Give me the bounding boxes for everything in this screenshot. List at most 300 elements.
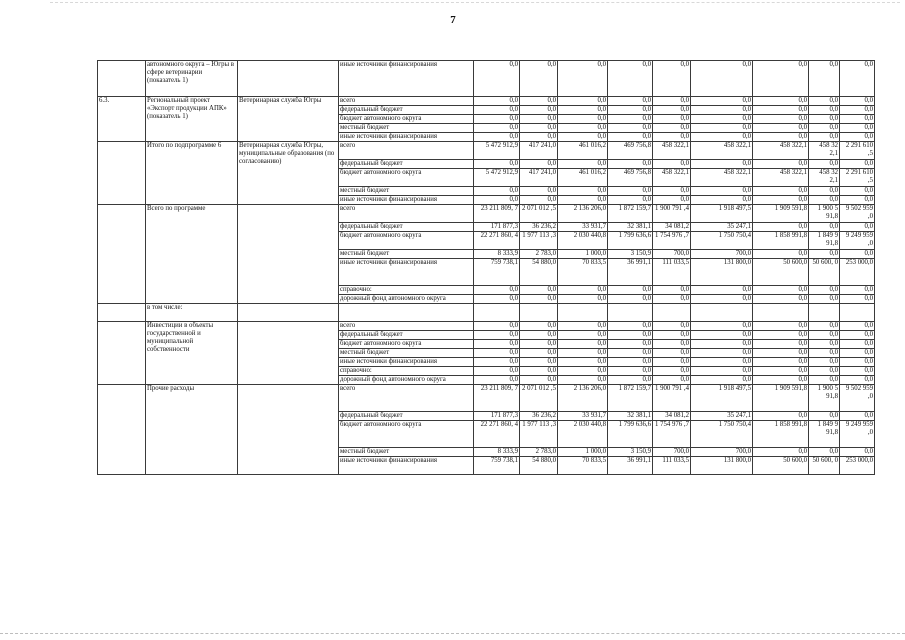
value-cell: 0,0 bbox=[840, 286, 875, 295]
value-cell: 23 211 809, 7 bbox=[474, 205, 520, 223]
value-cell: 0,0 bbox=[691, 160, 753, 169]
funding-source-cell: всего bbox=[339, 205, 474, 223]
funding-source-cell: бюджет автономного округа bbox=[339, 169, 474, 187]
value-cell: 253 000,0 bbox=[840, 259, 875, 286]
item-name-cell: Всего по программе bbox=[146, 205, 238, 304]
table-row bbox=[98, 322, 875, 331]
page-number: 7 bbox=[450, 14, 456, 26]
funding-source-cell: всего bbox=[339, 97, 474, 106]
value-cell: 0,0 bbox=[840, 133, 875, 142]
value-cell: 0,0 bbox=[691, 115, 753, 124]
value-cell: 0,0 bbox=[653, 160, 691, 169]
value-cell: 3 150,9 bbox=[608, 250, 653, 259]
value-cell: 1 799 636,6 bbox=[608, 232, 653, 250]
value-cell: 0,0 bbox=[809, 133, 840, 142]
value-cell: 0,0 bbox=[653, 376, 691, 385]
value-cell: 111 033,5 bbox=[653, 457, 691, 475]
funding-source-cell: всего bbox=[339, 322, 474, 331]
value-cell: 0,0 bbox=[474, 367, 520, 376]
value-cell: 5 472 912,9 bbox=[474, 169, 520, 187]
funding-source-cell: местный бюджет bbox=[339, 349, 474, 358]
item-name-cell: в том числе: bbox=[146, 304, 238, 322]
value-cell: 8 333,9 bbox=[474, 448, 520, 457]
value-cell: 1 849 9 91,8 bbox=[809, 232, 840, 250]
value-cell: 36 236,2 bbox=[520, 412, 558, 421]
table-row bbox=[98, 97, 875, 106]
value-cell: 1 909 591,8 bbox=[753, 385, 809, 412]
executor-cell bbox=[238, 61, 339, 97]
value-cell: 0,0 bbox=[474, 196, 520, 205]
table-row bbox=[98, 304, 875, 322]
value-cell: 0,0 bbox=[840, 223, 875, 232]
value-cell: 0,0 bbox=[809, 349, 840, 358]
value-cell: 1 754 976 ,7 bbox=[653, 232, 691, 250]
table-row bbox=[98, 205, 875, 223]
value-cell bbox=[809, 304, 840, 322]
value-cell: 9 502 959 ,0 bbox=[840, 385, 875, 412]
value-cell: 1 918 497,5 bbox=[691, 385, 753, 412]
value-cell: 0,0 bbox=[840, 448, 875, 457]
value-cell: 0,0 bbox=[474, 187, 520, 196]
value-cell: 0,0 bbox=[558, 61, 608, 97]
value-cell: 0,0 bbox=[840, 250, 875, 259]
funding-source-cell: местный бюджет bbox=[339, 187, 474, 196]
value-cell: 0,0 bbox=[520, 340, 558, 349]
value-cell: 0,0 bbox=[840, 331, 875, 340]
value-cell: 0,0 bbox=[691, 358, 753, 367]
value-cell: 50 600, 0 bbox=[809, 259, 840, 286]
value-cell: 0,0 bbox=[520, 376, 558, 385]
value-cell: 0,0 bbox=[558, 196, 608, 205]
funding-source-cell: всего bbox=[339, 385, 474, 412]
value-cell: 9 502 959 ,0 bbox=[840, 205, 875, 223]
value-cell: 0,0 bbox=[474, 106, 520, 115]
value-cell: 0,0 bbox=[558, 115, 608, 124]
value-cell: 0,0 bbox=[691, 106, 753, 115]
value-cell: 759 738,1 bbox=[474, 457, 520, 475]
value-cell: 0,0 bbox=[608, 160, 653, 169]
value-cell: 2 071 012 ,5 bbox=[520, 205, 558, 223]
value-cell: 0,0 bbox=[653, 340, 691, 349]
value-cell: 2 030 440,8 bbox=[558, 232, 608, 250]
value-cell: 0,0 bbox=[653, 295, 691, 304]
value-cell: 0,0 bbox=[474, 376, 520, 385]
funding-source-cell: федеральный бюджет bbox=[339, 160, 474, 169]
funding-source-cell: дорожный фонд автономного округа bbox=[339, 376, 474, 385]
funding-table bbox=[97, 60, 875, 475]
executor-cell bbox=[238, 304, 339, 322]
funding-source-cell: федеральный бюджет bbox=[339, 106, 474, 115]
value-cell: 171 877,3 bbox=[474, 223, 520, 232]
value-cell: 35 247,1 bbox=[691, 223, 753, 232]
value-cell: 0,0 bbox=[653, 61, 691, 97]
value-cell: 458 322,1 bbox=[691, 142, 753, 160]
value-cell: 1 754 976 ,7 bbox=[653, 421, 691, 448]
value-cell: 0,0 bbox=[753, 286, 809, 295]
value-cell: 2 071 012 ,5 bbox=[520, 385, 558, 412]
value-cell: 0,0 bbox=[520, 196, 558, 205]
value-cell: 469 756,8 bbox=[608, 142, 653, 160]
value-cell: 0,0 bbox=[753, 331, 809, 340]
value-cell: 0,0 bbox=[520, 367, 558, 376]
value-cell: 0,0 bbox=[840, 97, 875, 106]
value-cell: 0,0 bbox=[520, 115, 558, 124]
funding-source-cell: местный бюджет bbox=[339, 250, 474, 259]
value-cell: 0,0 bbox=[753, 133, 809, 142]
funding-source-cell: иные источники финансирования bbox=[339, 61, 474, 97]
executor-cell bbox=[238, 385, 339, 475]
executor-cell: Ветеринарная служба Югры, муниципальные образования (по согласованию) bbox=[238, 142, 339, 205]
value-cell: 1 900 5 91,8 bbox=[809, 205, 840, 223]
value-cell: 0,0 bbox=[558, 124, 608, 133]
value-cell: 0,0 bbox=[809, 187, 840, 196]
value-cell: 0,0 bbox=[653, 187, 691, 196]
value-cell: 0,0 bbox=[608, 331, 653, 340]
value-cell: 0,0 bbox=[653, 133, 691, 142]
value-cell: 0,0 bbox=[474, 286, 520, 295]
value-cell: 35 247,1 bbox=[691, 412, 753, 421]
value-cell: 0,0 bbox=[520, 133, 558, 142]
value-cell: 0,0 bbox=[608, 115, 653, 124]
value-cell: 0,0 bbox=[474, 133, 520, 142]
value-cell: 0,0 bbox=[558, 295, 608, 304]
value-cell: 0,0 bbox=[653, 286, 691, 295]
item-name-cell: Региональный проект «Экспорт продукции АПК» (показатель 1) bbox=[146, 97, 238, 142]
value-cell: 36 991,1 bbox=[608, 259, 653, 286]
value-cell: 0,0 bbox=[840, 115, 875, 124]
value-cell: 0,0 bbox=[653, 367, 691, 376]
value-cell: 0,0 bbox=[840, 376, 875, 385]
value-cell: 0,0 bbox=[653, 106, 691, 115]
value-cell: 0,0 bbox=[608, 61, 653, 97]
item-number-cell bbox=[98, 322, 146, 385]
value-cell: 70 833,5 bbox=[558, 259, 608, 286]
value-cell: 0,0 bbox=[608, 196, 653, 205]
value-cell: 417 241,0 bbox=[520, 169, 558, 187]
value-cell: 0,0 bbox=[840, 160, 875, 169]
value-cell: 461 016,2 bbox=[558, 142, 608, 160]
value-cell: 0,0 bbox=[753, 97, 809, 106]
funding-source-cell: всего bbox=[339, 142, 474, 160]
value-cell: 0,0 bbox=[608, 124, 653, 133]
value-cell: 0,0 bbox=[474, 340, 520, 349]
value-cell: 0,0 bbox=[558, 106, 608, 115]
value-cell: 2 783,0 bbox=[520, 448, 558, 457]
value-cell: 0,0 bbox=[558, 331, 608, 340]
value-cell: 0,0 bbox=[691, 340, 753, 349]
value-cell: 36 236,2 bbox=[520, 223, 558, 232]
value-cell: 0,0 bbox=[474, 97, 520, 106]
value-cell: 0,0 bbox=[809, 358, 840, 367]
value-cell: 0,0 bbox=[520, 331, 558, 340]
value-cell: 253 000,0 bbox=[840, 457, 875, 475]
value-cell: 131 800,0 bbox=[691, 259, 753, 286]
value-cell: 0,0 bbox=[474, 331, 520, 340]
funding-table-body bbox=[98, 61, 875, 475]
value-cell bbox=[608, 304, 653, 322]
value-cell: 700,0 bbox=[653, 448, 691, 457]
value-cell: 0,0 bbox=[753, 412, 809, 421]
value-cell: 0,0 bbox=[653, 358, 691, 367]
value-cell: 0,0 bbox=[753, 115, 809, 124]
item-number-cell bbox=[98, 304, 146, 322]
value-cell: 1 900 5 91,8 bbox=[809, 385, 840, 412]
value-cell: 0,0 bbox=[558, 286, 608, 295]
value-cell: 1 909 591,8 bbox=[753, 205, 809, 223]
value-cell: 34 081,2 bbox=[653, 412, 691, 421]
value-cell: 0,0 bbox=[753, 322, 809, 331]
funding-source-cell: бюджет автономного округа bbox=[339, 115, 474, 124]
value-cell: 2 030 440,8 bbox=[558, 421, 608, 448]
value-cell bbox=[474, 304, 520, 322]
value-cell: 0,0 bbox=[691, 322, 753, 331]
value-cell: 0,0 bbox=[608, 187, 653, 196]
value-cell: 0,0 bbox=[809, 196, 840, 205]
value-cell: 0,0 bbox=[753, 223, 809, 232]
value-cell: 0,0 bbox=[653, 115, 691, 124]
value-cell: 1 872 159,7 bbox=[608, 205, 653, 223]
funding-source-cell: местный бюджет bbox=[339, 124, 474, 133]
value-cell: 700,0 bbox=[691, 448, 753, 457]
value-cell: 0,0 bbox=[809, 340, 840, 349]
value-cell: 0,0 bbox=[840, 340, 875, 349]
value-cell: 0,0 bbox=[520, 61, 558, 97]
value-cell: 0,0 bbox=[691, 349, 753, 358]
value-cell: 0,0 bbox=[474, 61, 520, 97]
funding-source-cell: иные источники финансирования bbox=[339, 457, 474, 475]
value-cell: 0,0 bbox=[653, 124, 691, 133]
funding-source-cell: иные источники финансирования bbox=[339, 358, 474, 367]
value-cell: 0,0 bbox=[608, 358, 653, 367]
value-cell: 0,0 bbox=[558, 367, 608, 376]
value-cell: 111 033,5 bbox=[653, 259, 691, 286]
value-cell: 0,0 bbox=[809, 295, 840, 304]
item-number-cell bbox=[98, 205, 146, 304]
value-cell: 1 900 791 ,4 bbox=[653, 205, 691, 223]
value-cell: 2 291 610 ,5 bbox=[840, 169, 875, 187]
value-cell: 0,0 bbox=[520, 124, 558, 133]
value-cell: 33 931,7 bbox=[558, 223, 608, 232]
item-name-cell: Прочие расходы bbox=[146, 385, 238, 475]
funding-source-cell: бюджет автономного округа bbox=[339, 340, 474, 349]
value-cell: 0,0 bbox=[691, 295, 753, 304]
value-cell bbox=[558, 304, 608, 322]
value-cell: 0,0 bbox=[840, 358, 875, 367]
value-cell: 0,0 bbox=[753, 340, 809, 349]
value-cell: 0,0 bbox=[558, 160, 608, 169]
funding-source-cell: бюджет автономного округа bbox=[339, 421, 474, 448]
table-row bbox=[98, 142, 875, 160]
value-cell: 0,0 bbox=[840, 196, 875, 205]
value-cell: 0,0 bbox=[809, 160, 840, 169]
funding-source-cell: справочно: bbox=[339, 367, 474, 376]
value-cell: 0,0 bbox=[608, 106, 653, 115]
value-cell: 3 150,9 bbox=[608, 448, 653, 457]
value-cell: 0,0 bbox=[840, 412, 875, 421]
value-cell bbox=[840, 304, 875, 322]
value-cell: 0,0 bbox=[558, 187, 608, 196]
value-cell: 0,0 bbox=[840, 322, 875, 331]
value-cell: 0,0 bbox=[608, 340, 653, 349]
value-cell: 0,0 bbox=[520, 187, 558, 196]
value-cell: 0,0 bbox=[653, 331, 691, 340]
value-cell: 0,0 bbox=[809, 331, 840, 340]
value-cell: 0,0 bbox=[840, 367, 875, 376]
value-cell: 458 322,1 bbox=[653, 169, 691, 187]
funding-source-cell: местный бюджет bbox=[339, 448, 474, 457]
item-name-cell: Инвестиции в объекты государственной и муниципальной собственности bbox=[146, 322, 238, 385]
value-cell: 1 858 991,8 bbox=[753, 232, 809, 250]
item-number-cell: 6.3. bbox=[98, 97, 146, 142]
value-cell: 0,0 bbox=[809, 61, 840, 97]
value-cell: 0,0 bbox=[809, 223, 840, 232]
bottom-edge-line bbox=[0, 633, 905, 634]
value-cell: 23 211 809, 7 bbox=[474, 385, 520, 412]
value-cell: 171 877,3 bbox=[474, 412, 520, 421]
value-cell: 1 000,0 bbox=[558, 448, 608, 457]
funding-source-cell bbox=[339, 304, 474, 322]
value-cell: 0,0 bbox=[653, 196, 691, 205]
value-cell: 9 249 959 ,0 bbox=[840, 232, 875, 250]
value-cell: 0,0 bbox=[558, 322, 608, 331]
value-cell: 700,0 bbox=[653, 250, 691, 259]
value-cell: 0,0 bbox=[520, 322, 558, 331]
value-cell: 2 783,0 bbox=[520, 250, 558, 259]
value-cell: 0,0 bbox=[840, 106, 875, 115]
value-cell: 0,0 bbox=[691, 133, 753, 142]
value-cell: 0,0 bbox=[474, 322, 520, 331]
value-cell: 32 381,1 bbox=[608, 412, 653, 421]
value-cell: 0,0 bbox=[608, 349, 653, 358]
funding-source-cell: дорожный фонд автономного округа bbox=[339, 295, 474, 304]
value-cell: 0,0 bbox=[608, 286, 653, 295]
value-cell: 0,0 bbox=[608, 376, 653, 385]
funding-source-cell: федеральный бюджет bbox=[339, 331, 474, 340]
value-cell: 50 600,0 bbox=[753, 457, 809, 475]
value-cell: 0,0 bbox=[691, 196, 753, 205]
item-number-cell bbox=[98, 61, 146, 97]
value-cell: 0,0 bbox=[691, 97, 753, 106]
funding-source-cell: иные источники финансирования bbox=[339, 196, 474, 205]
value-cell: 0,0 bbox=[520, 295, 558, 304]
value-cell: 0,0 bbox=[809, 412, 840, 421]
value-cell: 0,0 bbox=[809, 115, 840, 124]
value-cell bbox=[653, 304, 691, 322]
value-cell: 1 750 750,4 bbox=[691, 421, 753, 448]
value-cell: 0,0 bbox=[691, 367, 753, 376]
value-cell: 1 900 791 ,4 bbox=[653, 385, 691, 412]
value-cell: 0,0 bbox=[520, 97, 558, 106]
value-cell: 0,0 bbox=[753, 448, 809, 457]
value-cell: 0,0 bbox=[520, 358, 558, 367]
value-cell: 0,0 bbox=[753, 367, 809, 376]
value-cell: 0,0 bbox=[520, 286, 558, 295]
value-cell: 0,0 bbox=[520, 349, 558, 358]
value-cell: 22 271 860, 4 bbox=[474, 421, 520, 448]
value-cell bbox=[753, 304, 809, 322]
value-cell: 2 291 610 ,5 bbox=[840, 142, 875, 160]
value-cell: 0,0 bbox=[474, 358, 520, 367]
value-cell: 70 833,5 bbox=[558, 457, 608, 475]
value-cell: 0,0 bbox=[840, 295, 875, 304]
value-cell: 0,0 bbox=[558, 133, 608, 142]
value-cell: 0,0 bbox=[608, 367, 653, 376]
value-cell: 50 600, 0 bbox=[809, 457, 840, 475]
value-cell: 458 322,1 bbox=[653, 142, 691, 160]
value-cell: 0,0 bbox=[608, 97, 653, 106]
value-cell: 0,0 bbox=[474, 160, 520, 169]
value-cell: 461 016,2 bbox=[558, 169, 608, 187]
value-cell: 700,0 bbox=[691, 250, 753, 259]
value-cell: 0,0 bbox=[809, 322, 840, 331]
value-cell: 0,0 bbox=[691, 376, 753, 385]
funding-source-cell: бюджет автономного округа bbox=[339, 232, 474, 250]
value-cell: 0,0 bbox=[753, 295, 809, 304]
value-cell: 0,0 bbox=[809, 97, 840, 106]
value-cell: 0,0 bbox=[558, 349, 608, 358]
value-cell: 0,0 bbox=[653, 97, 691, 106]
value-cell: 0,0 bbox=[558, 340, 608, 349]
value-cell: 5 472 912,9 bbox=[474, 142, 520, 160]
funding-source-cell: иные источники финансирования bbox=[339, 259, 474, 286]
value-cell: 0,0 bbox=[520, 160, 558, 169]
value-cell: 1 918 497,5 bbox=[691, 205, 753, 223]
value-cell: 9 249 959 ,0 bbox=[840, 421, 875, 448]
value-cell: 0,0 bbox=[691, 331, 753, 340]
value-cell: 0,0 bbox=[753, 124, 809, 133]
executor-cell: Ветеринарная служба Югры bbox=[238, 97, 339, 142]
value-cell: 458 322,1 bbox=[691, 169, 753, 187]
table-row bbox=[98, 385, 875, 412]
value-cell: 0,0 bbox=[558, 376, 608, 385]
value-cell: 0,0 bbox=[809, 124, 840, 133]
value-cell: 469 756,8 bbox=[608, 169, 653, 187]
value-cell: 0,0 bbox=[608, 322, 653, 331]
item-number-cell bbox=[98, 385, 146, 475]
value-cell: 0,0 bbox=[474, 349, 520, 358]
value-cell: 0,0 bbox=[691, 124, 753, 133]
value-cell: 0,0 bbox=[753, 358, 809, 367]
value-cell: 0,0 bbox=[753, 250, 809, 259]
value-cell: 1 849 9 91,8 bbox=[809, 421, 840, 448]
value-cell: 0,0 bbox=[474, 295, 520, 304]
value-cell: 0,0 bbox=[753, 349, 809, 358]
value-cell: 458 322,1 bbox=[753, 142, 809, 160]
value-cell bbox=[691, 304, 753, 322]
item-number-cell bbox=[98, 142, 146, 205]
value-cell: 0,0 bbox=[558, 358, 608, 367]
value-cell: 0,0 bbox=[840, 124, 875, 133]
value-cell: 0,0 bbox=[753, 376, 809, 385]
value-cell: 0,0 bbox=[809, 367, 840, 376]
executor-cell bbox=[238, 205, 339, 304]
item-name-cell: Итого по подпрограмме 6 bbox=[146, 142, 238, 205]
value-cell: 1 977 113 ,3 bbox=[520, 232, 558, 250]
value-cell: 0,0 bbox=[753, 196, 809, 205]
value-cell: 8 333,9 bbox=[474, 250, 520, 259]
value-cell: 0,0 bbox=[840, 349, 875, 358]
value-cell: 0,0 bbox=[520, 106, 558, 115]
value-cell: 0,0 bbox=[608, 133, 653, 142]
value-cell: 0,0 bbox=[474, 115, 520, 124]
value-cell: 458 322,1 bbox=[753, 169, 809, 187]
value-cell: 0,0 bbox=[474, 124, 520, 133]
value-cell: 0,0 bbox=[809, 286, 840, 295]
value-cell: 458 32 2,1 bbox=[809, 142, 840, 160]
funding-source-cell: федеральный бюджет bbox=[339, 223, 474, 232]
value-cell: 0,0 bbox=[558, 97, 608, 106]
value-cell: 458 32 2,1 bbox=[809, 169, 840, 187]
